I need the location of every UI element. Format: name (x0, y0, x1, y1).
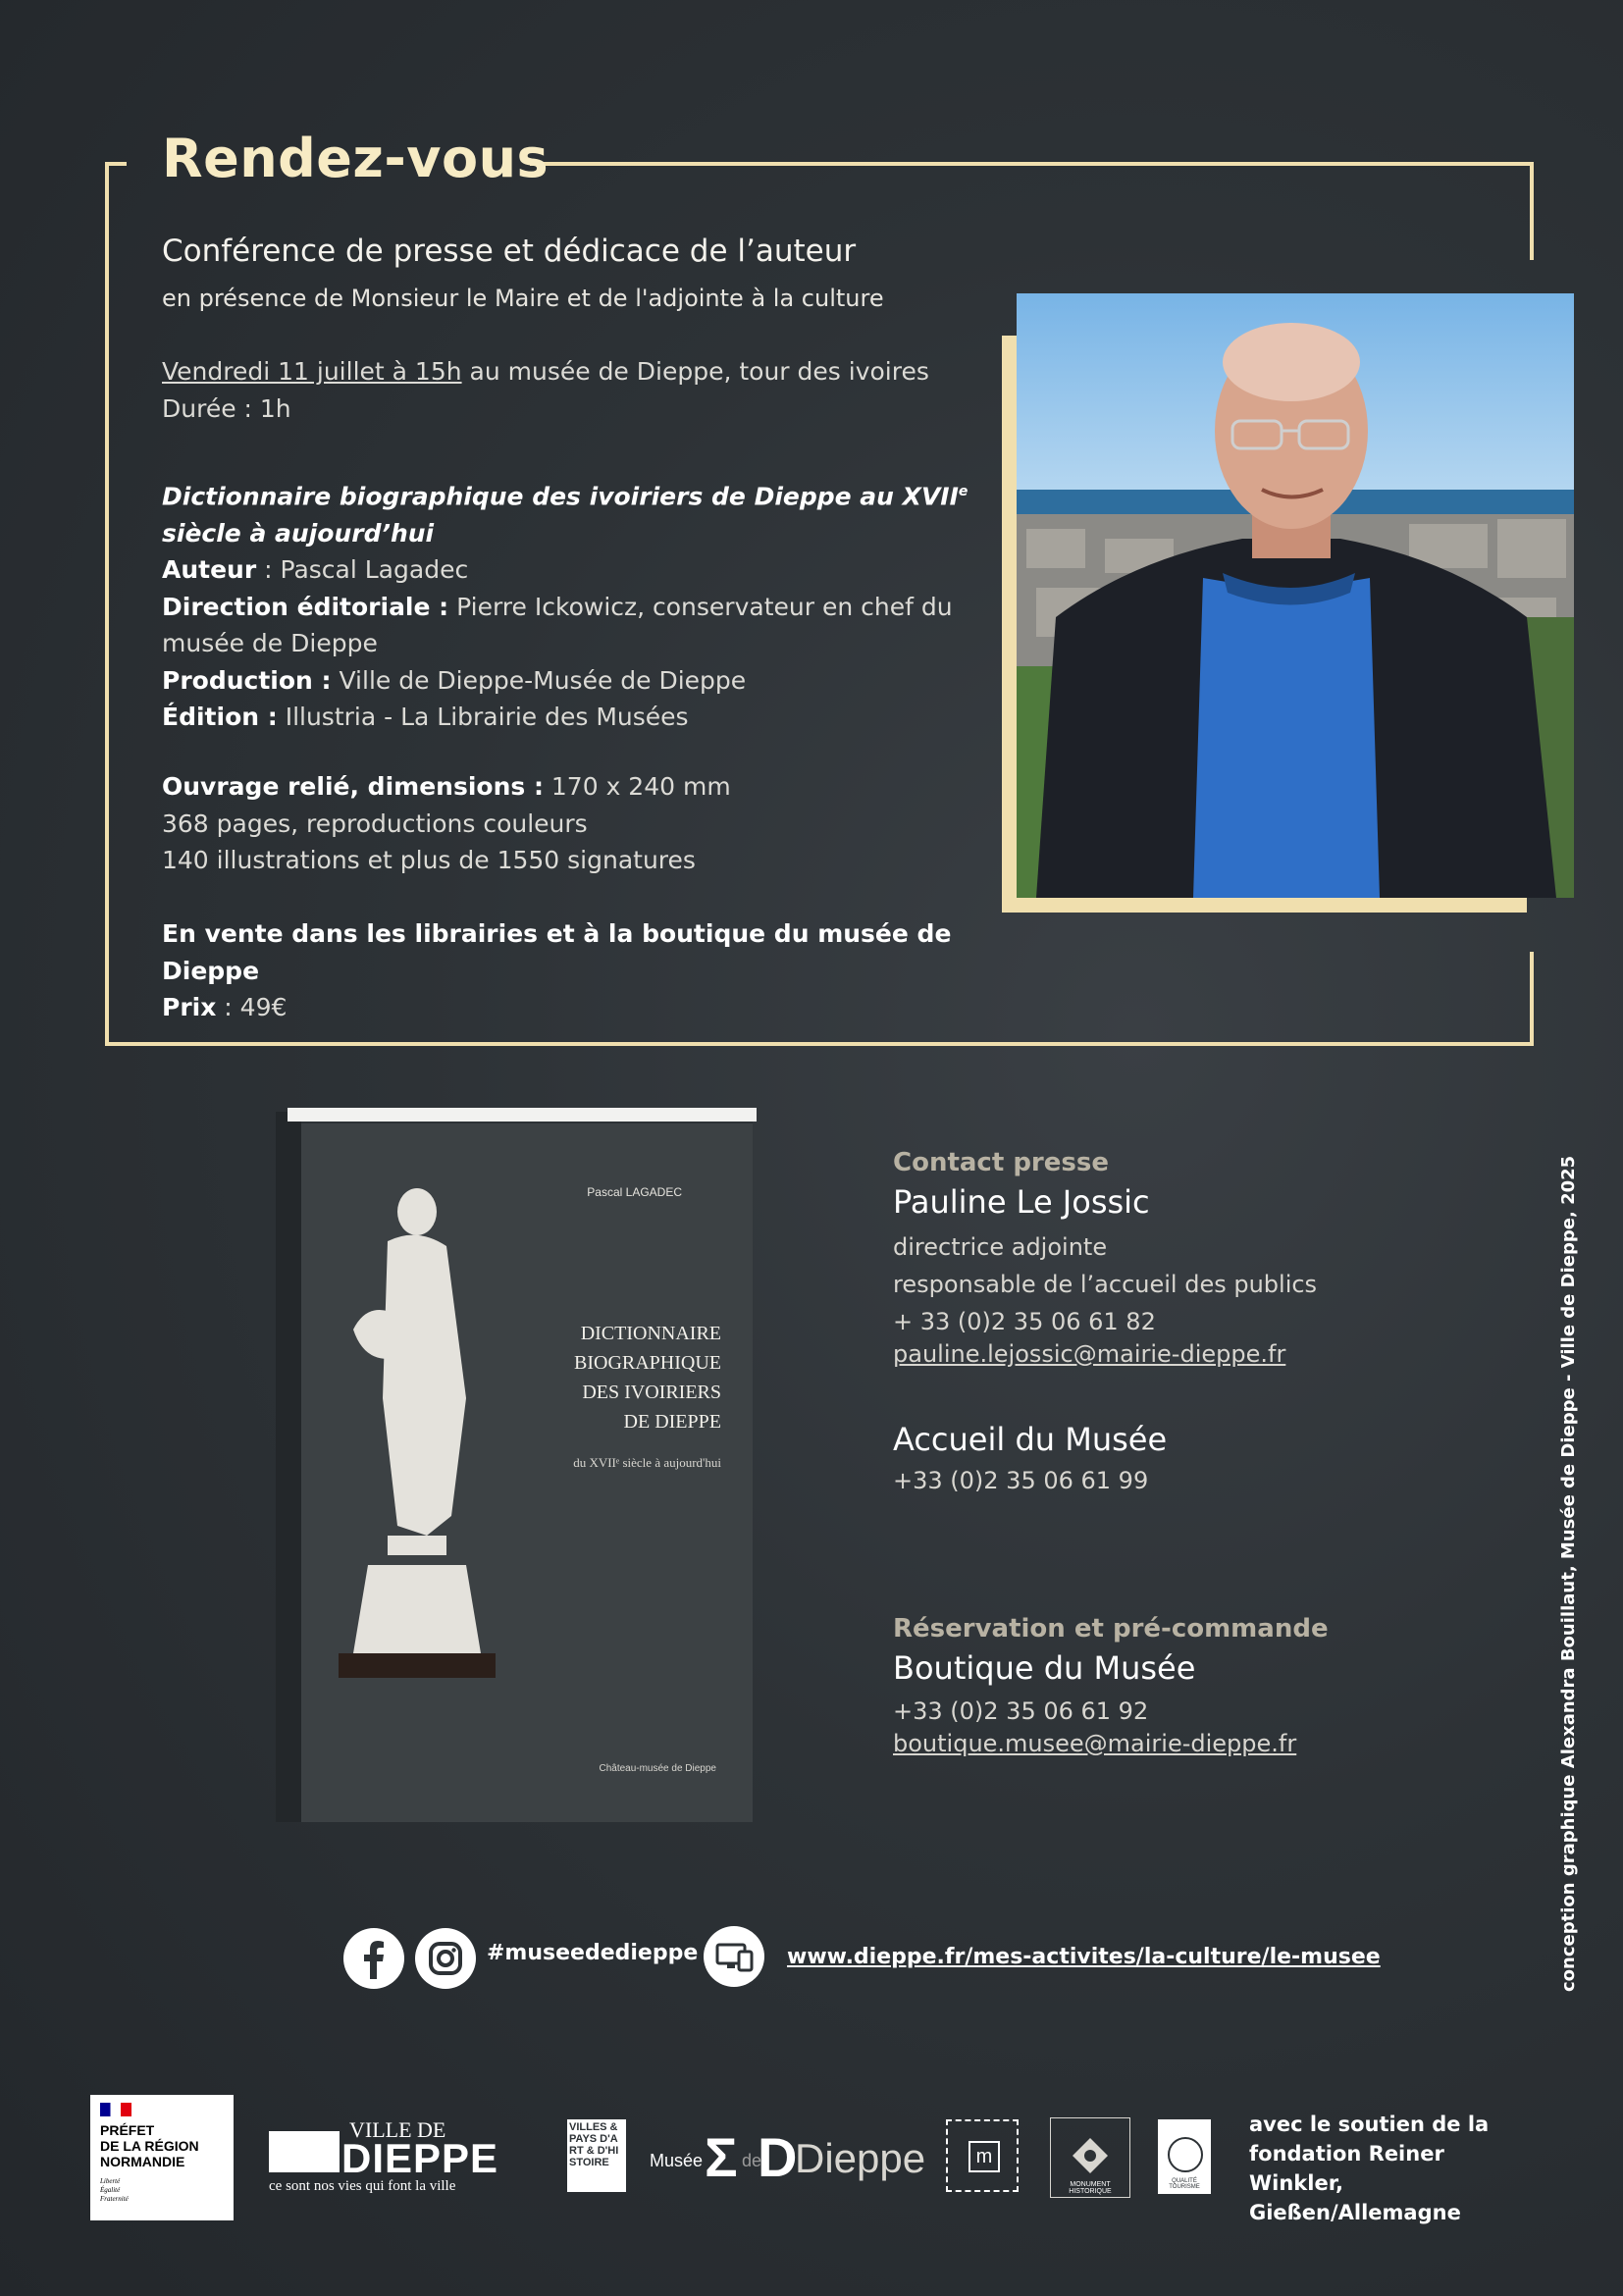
welcome-phone: +33 (0)2 35 06 61 99 (893, 1467, 1149, 1494)
seagull-icon (269, 2131, 340, 2172)
support-text: avec le soutien de la fondation Reiner Winkler, Gießen/Allemagne (1249, 2113, 1490, 2224)
frame-right-bottom (1530, 952, 1534, 1046)
qualite-tourisme-logo: QUALITÉ TOURISME (1158, 2119, 1211, 2194)
museum-welcome (893, 1421, 1541, 1499)
instagram-icon[interactable] (415, 1928, 476, 1989)
m-logo: m (946, 2119, 1019, 2192)
prefet-logo: PRÉFET DE LA RÉGION NORMANDIE Liberté Égalité Fraternité (90, 2095, 234, 2220)
villes-pays-art-histoire-logo: VILLES & PAYS D'ART & D'HISTOIRE (567, 2119, 626, 2192)
sale-info: En vente dans les librairies et à la boutique du musée de Dieppe Prix : 49€ (162, 919, 952, 1021)
shop-contact (893, 1614, 1541, 1757)
book-subtitle: du XVIIᵉ siècle à aujourd'hui (573, 1455, 721, 1470)
ville-de-dieppe-logo: VILLE DE DIEPPE ce sont nos vies qui font la ville (269, 2117, 499, 2194)
frame-bottom (105, 1042, 1534, 1046)
website-link[interactable]: www.dieppe.fr/mes-activites/la-culture/le-musee (787, 1945, 1381, 1969)
hashtag: #museededieppe (487, 1941, 699, 1965)
shop-email-link[interactable]: boutique.musee@mairie-dieppe.fr (893, 1730, 1297, 1757)
book-author: Pascal LAGADEC (587, 1185, 682, 1199)
book-publisher: Château-musée de Dieppe (599, 1763, 716, 1774)
author-photo (1017, 293, 1574, 898)
event-duration: Durée : 1h (162, 393, 291, 423)
author-value: : Pascal Lagadec (256, 555, 469, 585)
press-contact: Contact presse Pauline Le Jossic directrice adjointe responsable de l’accueil des publics + 33 (0)2 35 06 61 82 pauline.lejossic@mairie-dieppe.fr (893, 1148, 1541, 1368)
book-title-4: DE DIEPPE (623, 1411, 721, 1433)
event-details: Vendredi 11 juillet à 15h au musée de Dieppe, tour des ivoires Durée : 1h (162, 353, 1025, 427)
marianne-icon (100, 2103, 131, 2116)
design-credit: conception graphique Alexandra Bouillaut, Musée de Dieppe - Ville de Dieppe, 2025 (1558, 1155, 1579, 1992)
price-value: : 49€ (216, 993, 288, 1021)
conference-heading: Conférence de presse et dédicace de l’auteur (162, 234, 857, 269)
press-contact-label: Contact presse (893, 1148, 1109, 1177)
book-cover (270, 1104, 760, 1830)
book-title: Dictionnaire biographique des ivoiriers de Dieppe au XVII (162, 482, 959, 511)
monument-historique-logo: MONUMENT HISTORIQUE (1050, 2117, 1130, 2198)
book-specs: Ouvrage relié, dimensions : 170 x 240 mm 368 pages, reproductions couleurs 140 illustrations et plus de 1550 signatures (162, 772, 731, 874)
musee-de-dieppe-logo: Musée Σ de D Dieppe (650, 2126, 926, 2188)
book-title-1: DICTIONNAIRE (580, 1323, 721, 1344)
press-contact-phone: + 33 (0)2 35 06 61 82 (893, 1308, 1156, 1335)
book-title-3: DES IVOIRIERS (582, 1382, 721, 1403)
reservation-label: Réservation et pré-commande (893, 1614, 1329, 1644)
welcome-title: Accueil du Musée (893, 1421, 1168, 1458)
frame-right-top (1530, 162, 1534, 260)
quality-icon (1168, 2137, 1203, 2172)
frame-top-right (530, 162, 1534, 166)
press-contact-email-link[interactable]: pauline.lejossic@mairie-dieppe.fr (893, 1340, 1286, 1368)
section-title: Rendez-vous (162, 128, 550, 189)
facebook-icon[interactable] (343, 1928, 404, 1989)
event-date: Vendredi 11 juillet à 15h (162, 357, 462, 386)
press-contact-name: Pauline Le Jossic (893, 1183, 1150, 1221)
shop-title: Boutique du Musée (893, 1649, 1196, 1687)
website-icon[interactable] (704, 1926, 764, 1987)
book-title-2: BIOGRAPHIQUE (574, 1352, 721, 1374)
book-details: Dictionnaire biographique des ivoiriers de Dieppe au XVIIe siècle à aujourd’hui Auteur : Pascal Lagadec Direction éditoriale : Pierre Ickowicz, conservateur en chef du musée de Dieppe Production : Ville de Dieppe-Musée de Dieppe Édition : Illustria - La Librairie des Musées (162, 482, 969, 732)
presence-text: en présence de Monsieur le Maire et de l'adjointe à la culture (162, 285, 884, 312)
frame-left (105, 162, 109, 1046)
shop-phone: +33 (0)2 35 06 61 92 (893, 1697, 1149, 1725)
